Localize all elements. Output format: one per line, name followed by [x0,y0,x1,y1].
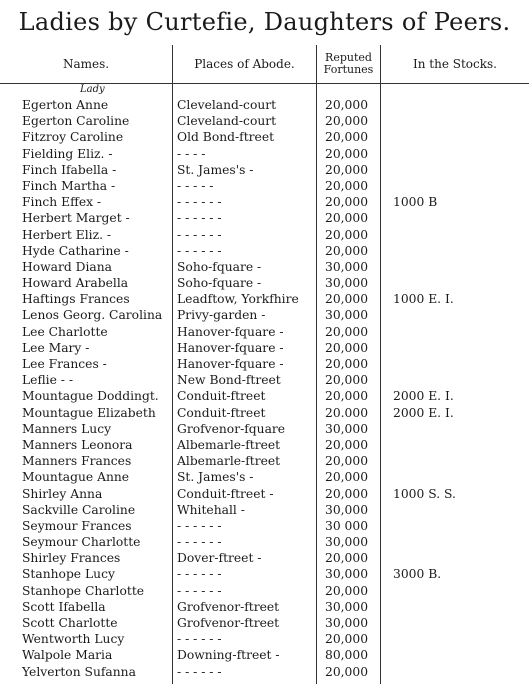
table-row [0,469,529,485]
row-fortune: 30,000 [325,535,369,550]
row-fortune: 30 000 [325,518,369,533]
row-abode: Whitehall - [177,502,245,517]
column-header-fortunes [317,45,380,83]
row-name: Lee Mary - [22,340,90,355]
row-fortune: 20,000 [325,389,369,404]
column-header-fortunes-line1: Reputed [325,51,372,64]
row-name: Lee Frances - [22,357,107,371]
row-fortune: 30,000 [325,616,369,630]
row-name: Herbert Eliz. - [22,227,112,242]
row-fortune: 20,000 [325,324,369,339]
table-row [0,583,529,599]
row-name: Walpole Maria [22,648,113,663]
row-name: Egerton Anne [22,98,109,112]
row-name: Finch Effex - [22,195,102,210]
table-row [0,356,529,372]
row-fortune: 20,000 [325,292,369,307]
row-abode: Downing-ftreet - [177,648,280,663]
row-fortune: 20,000 [325,437,369,452]
row-abode: Conduit-ftreet [177,389,266,404]
row-abode: Hanover-fquare - [177,357,284,371]
row-fortune: 20,000 [325,454,369,469]
row-abode: Leadftow, Yorkfhire [177,292,299,307]
row-stocks: 1000 B [393,195,438,210]
table-row [0,291,529,307]
row-abode: Cleveland-court [177,98,277,112]
row-name: Seymour Frances [22,518,132,533]
peers-ledger-table [0,45,529,684]
row-fortune: 20,000 [325,357,369,371]
row-abode: Cleveland-court [177,114,277,129]
row-fortune: 30,000 [325,502,369,517]
row-name: Lenos Georg. Carolina [22,308,163,323]
table-row [0,129,529,145]
table-row [0,97,529,113]
row-fortune: 80,000 [325,648,369,663]
row-abode: - - - - - - [177,195,222,210]
table-body [0,97,529,680]
row-name: Herbert Marget - [22,211,130,226]
row-abode: Conduit-ftreet - [177,486,274,501]
row-abode: - - - - - - [177,243,222,258]
table-row [0,372,529,388]
row-name: Howard Diana [22,259,113,274]
table-row [0,340,529,356]
row-name: Stanhope Lucy [22,567,115,582]
row-name: Sackville Caroline [22,502,136,517]
table-row [0,631,529,647]
row-fortune: 30,000 [325,599,369,614]
row-name: Howard Arabella [22,276,129,291]
row-name: Manners Lucy [22,421,112,436]
row-name: Finch Ifabella - [22,162,117,177]
lady-label: Lady [80,84,105,95]
row-name: Seymour Charlotte [22,535,141,550]
row-abode: - - - - - - [177,227,222,242]
row-fortune: 20.000 [325,405,369,420]
row-stocks: 2000 E. I. [393,389,454,404]
row-fortune: 20,000 [325,114,369,129]
row-abode: Grofvenor-ftreet [177,616,280,630]
table-row [0,405,529,421]
row-fortune: 20,000 [325,632,369,647]
row-fortune: 20,000 [325,243,369,258]
page-title: Ladies by Curtefie, Daughters of Peers. [18,8,511,36]
column-header-names: Names. [62,56,110,71]
row-abode: - - - - - - [177,211,222,226]
row-fortune: 30,000 [325,308,369,323]
row-name: Manners Frances [22,454,132,469]
table-row [0,259,529,275]
row-abode: - - - - - - [177,518,222,533]
row-abode: Albemarle-ftreet [177,437,281,452]
column-header-fortunes-line2: Fortunes [323,63,374,76]
row-abode: Old Bond-ftreet [177,130,275,145]
row-fortune: 30,000 [325,421,369,436]
row-abode: New Bond-ftreet [177,373,281,388]
row-name: Mountague Anne [22,470,130,485]
table-row [0,178,529,194]
row-name: Finch Martha - [22,178,116,193]
row-name: Yelverton Sufanna [22,664,136,679]
row-name: Wentworth Lucy [22,632,125,647]
row-name: Hyde Catharine - [22,243,129,258]
row-abode: Grofvenor-fquare [177,421,286,436]
row-stocks: 2000 E. I. [393,405,454,420]
table-row [0,275,529,291]
table-row [0,615,529,631]
row-abode: Hanover-fquare - [177,340,284,355]
row-abode: Privy-garden - [177,308,266,323]
row-name: Mountague Elizabeth [22,405,156,420]
row-name: Shirley Anna [22,486,103,501]
row-name: Fitzroy Caroline [22,130,124,145]
table-row [0,113,529,129]
table-row [0,194,529,210]
row-fortune: 20,000 [325,664,369,679]
row-stocks: 1000 S. S. [393,486,456,501]
table-row [0,550,529,566]
row-fortune: 20,000 [325,340,369,355]
row-abode: - - - - - - [177,632,222,647]
table-row [0,664,529,680]
row-fortune: 20,000 [325,195,369,210]
column-header-stocks: In the Stocks. [413,56,497,71]
row-stocks: 3000 B. [393,567,442,582]
row-name: Leflie - - [22,373,73,388]
table-row [0,324,529,340]
column-header-abode: Places of Abode. [194,56,295,71]
table-row [0,388,529,404]
row-abode: Soho-fquare - [177,259,262,274]
row-abode: Conduit-ftreet [177,405,266,420]
row-name: Scott Ifabella [22,599,106,614]
table-row [0,146,529,162]
row-fortune: 20,000 [325,470,369,485]
row-fortune: 20,000 [325,146,369,161]
row-fortune: 20,000 [325,162,369,177]
row-abode: - - - - - - [177,567,222,582]
row-abode: Soho-fquare - [177,276,262,291]
row-name: Lee Charlotte [22,324,108,339]
row-fortune: 20,000 [325,486,369,501]
row-fortune: 30,000 [325,259,369,274]
row-stocks: 1000 E. I. [393,292,454,307]
row-fortune: 20,000 [325,373,369,388]
table-row [0,437,529,453]
row-name: Stanhope Charlotte [22,583,145,598]
row-fortune: 20,000 [325,130,369,145]
table-row [0,421,529,437]
row-name: Manners Leonora [22,437,133,452]
table-row [0,243,529,259]
row-abode: St. James's - [177,470,254,485]
table-row [0,453,529,469]
row-abode: Grofvenor-ftreet [177,599,280,614]
row-abode: Albemarle-ftreet [177,454,281,469]
table-row [0,518,529,534]
row-abode: - - - - - - [177,535,222,550]
row-fortune: 30,000 [325,567,369,582]
table-row [0,210,529,226]
row-abode: - - - - - [177,178,214,193]
row-fortune: 20,000 [325,178,369,193]
row-fortune: 30,000 [325,276,369,291]
row-fortune: 20,000 [325,227,369,242]
row-name: Haftings Frances [22,292,130,307]
row-name: Scott Charlotte [22,616,118,630]
row-name: Fielding Eliz. - [22,146,113,161]
row-fortune: 20,000 [325,211,369,226]
table-row [0,647,529,663]
row-fortune: 20,000 [325,98,369,112]
row-fortune: 20,000 [325,551,369,566]
table-row [0,307,529,323]
row-abode: St. James's - [177,162,254,177]
row-name: Egerton Caroline [22,114,130,129]
row-abode: - - - - - - [177,583,222,598]
table-row [0,534,529,550]
table-row [0,502,529,518]
row-name: Mountague Doddingt. [22,389,159,404]
table-row [0,486,529,502]
row-abode: Hanover-fquare - [177,324,284,339]
table-row [0,162,529,178]
row-abode: - - - - [177,146,206,161]
row-abode: Dover-ftreet - [177,551,262,566]
table-row [0,566,529,582]
row-fortune: 20,000 [325,583,369,598]
row-abode: - - - - - - [177,664,222,679]
row-name: Shirley Frances [22,551,121,566]
table-row [0,227,529,243]
table-row [0,599,529,615]
